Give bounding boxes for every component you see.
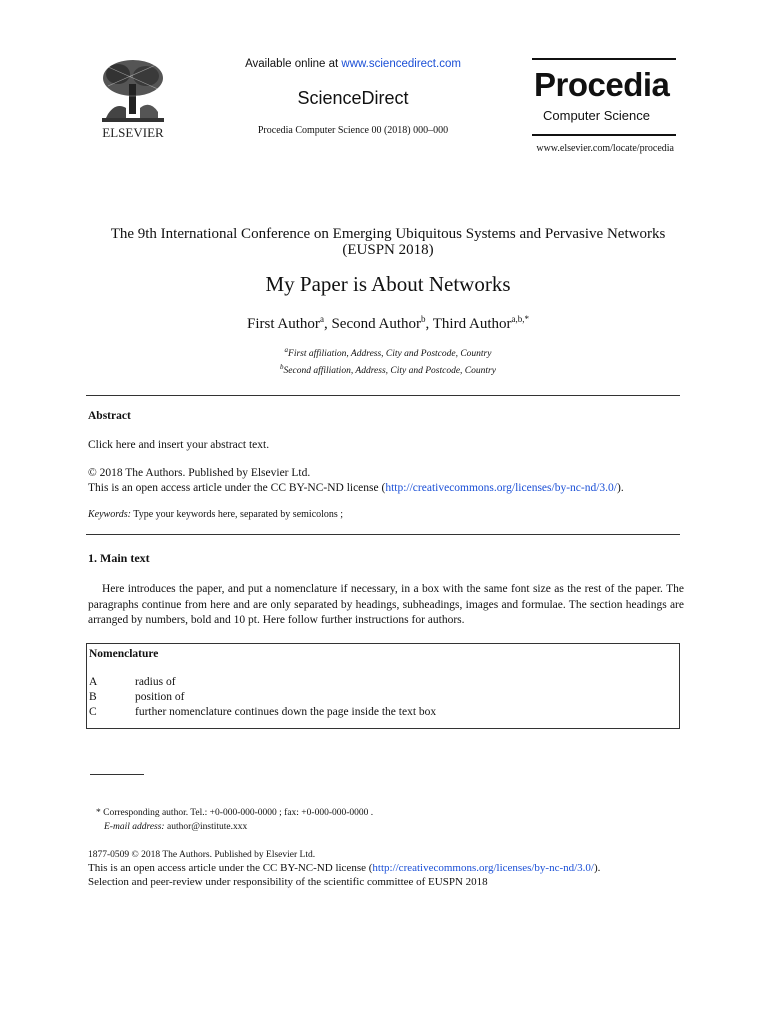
- email-address[interactable]: author@institute.xxx: [164, 822, 248, 832]
- logo-top-rule: [532, 58, 676, 60]
- corresponding-author-note: * Corresponding author. Tel.: +0-000-000-0000 ; fax: +0-000-000-0000 .: [96, 808, 374, 818]
- affiliation-text: Second affiliation, Address, City and Postcode, Country: [283, 366, 496, 377]
- footer-license-suffix: ).: [594, 862, 601, 874]
- affiliation-sup: b: [280, 363, 284, 372]
- logo-bottom-rule: [532, 134, 676, 136]
- nomenclature-heading: Nomenclature: [89, 648, 159, 660]
- elsevier-tree-icon: [96, 56, 170, 140]
- author-name: First Author: [247, 316, 320, 332]
- procedia-logo: [532, 58, 676, 136]
- nomenclature-row: [89, 676, 176, 688]
- platform-name: ScienceDirect: [297, 88, 409, 108]
- license-prefix: This is an open access article under the CC BY-NC-ND license (: [88, 482, 386, 494]
- affiliation-text: First affiliation, Address, City and Postcode, Country: [288, 349, 492, 360]
- license-line: [88, 481, 624, 497]
- issn-line: 1877-0509 © 2018 The Authors. Published by Elsevier Ltd.: [88, 850, 316, 860]
- procedia-logo-sub: Computer Science: [543, 108, 650, 123]
- paper-title: My Paper is About Networks: [265, 272, 511, 296]
- nomenclature-row: [89, 706, 436, 718]
- elsevier-logo-text: ELSEVIER: [102, 125, 164, 140]
- nomenclature-desc: position of: [135, 691, 185, 703]
- elsevier-logo: [96, 56, 170, 140]
- email-note: [104, 820, 247, 834]
- author-sup: a,b,*: [511, 314, 529, 324]
- author-sup: a: [319, 314, 324, 324]
- license-link[interactable]: http://creativecommons.org/licenses/by-nc-nd/3.0/: [385, 482, 617, 494]
- abstract-top-rule: [86, 395, 680, 396]
- affiliation-item: [86, 361, 690, 378]
- procedia-logo-name: Procedia: [534, 66, 670, 103]
- keywords-line: [88, 509, 343, 520]
- affiliation-sup: a: [284, 346, 289, 354]
- author-sup: b: [421, 314, 426, 324]
- affiliations: [86, 344, 690, 378]
- nomenclature-symbol: B: [89, 691, 97, 703]
- author-name: Second Author: [331, 316, 422, 332]
- nomenclature-row: [89, 691, 185, 703]
- abstract-text[interactable]: Click here and insert your abstract text.: [88, 439, 270, 451]
- main-paragraph: Here introduces the paper, and put a nomenclature if necessary, in a box with the same font size as the rest of the paper. The paragraphs continue from here and are only separated by headings, subheadings, images and formulae. The section headings are arranged by numbers, bold and 10 pt. Here follow further instructions for authors.: [88, 583, 684, 626]
- author-name: Third Author: [432, 316, 512, 332]
- conference-name: The 9th International Conference on Emerging Ubiquitous Systems and Pervasive Networks (EUSPN 2018): [110, 226, 666, 258]
- journal-url[interactable]: www.elsevier.com/locate/procedia: [536, 143, 674, 154]
- availability-line: [200, 58, 506, 70]
- nomenclature-symbol: A: [89, 676, 98, 688]
- email-label: E-mail address:: [104, 822, 165, 832]
- journal-citation: Procedia Computer Science 00 (2018) 000–000: [257, 125, 449, 136]
- affiliation-item: [86, 344, 690, 361]
- section-heading: 1. Main text: [88, 551, 150, 565]
- footer-license-prefix: This is an open access article under the CC BY-NC-ND license (: [88, 862, 373, 874]
- peer-review-line: Selection and peer-review under responsibility of the scientific committee of EUSPN 2018: [88, 876, 488, 888]
- sciencedirect-link[interactable]: www.sciencedirect.com: [341, 58, 461, 70]
- abstract-bottom-rule: [86, 534, 680, 535]
- keywords-text[interactable]: Type your keywords here, separated by semicolons ;: [130, 509, 344, 520]
- footnote-rule: [90, 774, 144, 775]
- footer-license-line: [88, 862, 600, 874]
- availability-prefix: Available online at: [245, 58, 342, 70]
- footer-license-link[interactable]: http://creativecommons.org/licenses/by-nc-nd/3.0/: [372, 862, 594, 874]
- abstract-heading: Abstract: [88, 410, 131, 422]
- nomenclature-desc: radius of: [135, 676, 176, 688]
- nomenclature-box: [86, 643, 680, 729]
- nomenclature-desc: further nomenclature continues down the page inside the text box: [135, 706, 437, 718]
- author-list: First Author$^a$, Second Author$^b$, Third Author$^{a,b,*}$: [247, 314, 529, 332]
- license-suffix: ).: [616, 482, 624, 494]
- keywords-label: Keywords:: [88, 509, 131, 520]
- nomenclature-symbol: C: [89, 706, 97, 718]
- copyright-line: © 2018 The Authors. Published by Elsevier Ltd.: [88, 467, 311, 479]
